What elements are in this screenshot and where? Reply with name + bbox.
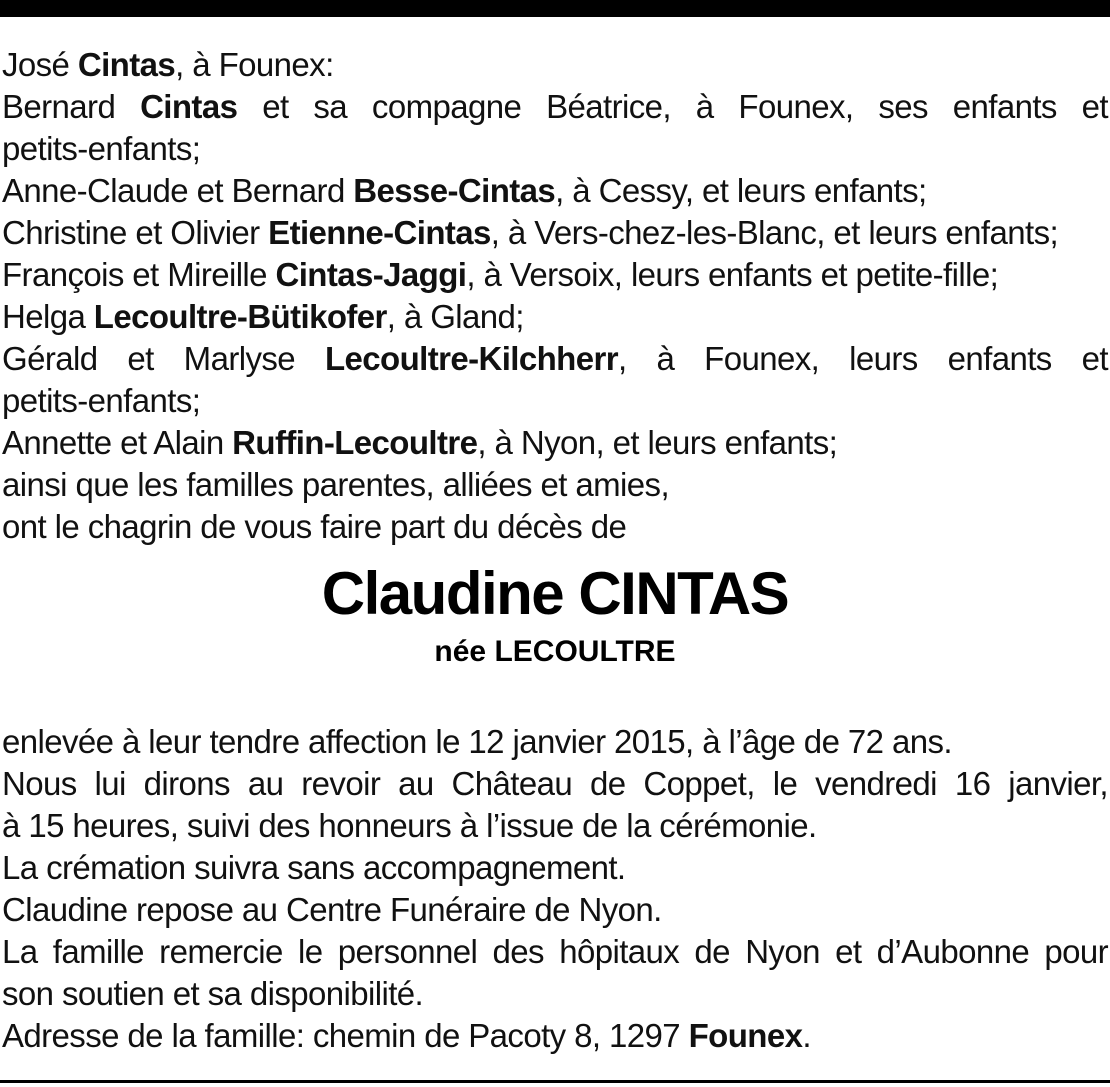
deceased-block: [0, 558, 1110, 670]
family-line-text: Christine et Olivier: [2, 214, 269, 251]
detail-line: La crémation suivra sans accompagnement.: [2, 849, 626, 886]
family-line: [2, 212, 1108, 254]
funeral-details: [2, 721, 1108, 1057]
address-text: Adresse de la famille: chemin de Pacoty 8, 1297: [2, 1017, 689, 1054]
family-line-text: Gérald et Marlyse: [2, 340, 325, 377]
family-address: [2, 1015, 1108, 1057]
family-line: [2, 296, 1108, 338]
family-line-text: ont le chagrin de vous faire part du décès de: [2, 508, 627, 545]
detail-line: son soutien et sa disponibilité.: [2, 975, 424, 1012]
family-surname: Cintas-Jaggi: [275, 256, 467, 293]
family-line: [2, 86, 1108, 128]
family-line-text: José: [2, 46, 78, 83]
family-line: [2, 464, 1108, 506]
detail-line: La famille remercie le personnel des hôpitaux de Nyon et d’Aubonne pour: [2, 933, 1108, 970]
family-surname: Besse-Cintas: [353, 172, 556, 209]
family-line: [2, 338, 1108, 380]
family-line-text: Helga: [2, 298, 94, 335]
bottom-rule: [0, 1080, 1110, 1083]
detail-line: enlevée à leur tendre affection le 12 janvier 2015, à l’âge de 72 ans.: [2, 723, 952, 760]
family-surname: Cintas: [77, 46, 176, 83]
family-line-text: , à Gland;: [386, 298, 524, 335]
family-line: [2, 380, 1108, 422]
family-surname: Cintas: [140, 88, 238, 125]
family-line: [2, 128, 1108, 170]
family-line: [2, 506, 1108, 548]
detail-line: à 15 heures, suivi des honneurs à l’issue de la cérémonie.: [2, 807, 817, 844]
family-line-text: , à Founex, leurs enfants et: [617, 340, 1108, 377]
family-surname: Lecoultre-Bütikofer: [93, 298, 387, 335]
family-line-text: petits-enfants;: [2, 382, 201, 419]
family-line-text: , à Vers-chez-les-Blanc, et leurs enfants;: [490, 214, 1059, 251]
family-line-text: , à Nyon, et leurs enfants;: [477, 424, 838, 461]
family-surname: Ruffin-Lecoultre: [232, 424, 478, 461]
family-line-text: Annette et Alain: [2, 424, 233, 461]
maiden-name: née LECOULTRE: [434, 635, 676, 668]
deceased-name: Claudine CINTAS: [321, 560, 789, 627]
family-line-text: , à Founex:: [175, 46, 334, 83]
detail-line: Claudine repose au Centre Funéraire de Nyon.: [2, 891, 662, 928]
family-line: [2, 254, 1108, 296]
family-line-text: Anne-Claude et Bernard: [2, 172, 354, 209]
address-text: .: [802, 1017, 811, 1054]
family-surname: Etienne-Cintas: [268, 214, 491, 251]
family-line-text: , à Versoix, leurs enfants et petite-fille;: [466, 256, 999, 293]
family-line: [2, 170, 1108, 212]
family-line-text: François et Mireille: [2, 256, 276, 293]
family-line-text: et sa compagne Béatrice, à Founex, ses enfants et: [237, 88, 1108, 125]
family-list: [2, 44, 1108, 548]
family-line-text: , à Cessy, et leurs enfants;: [555, 172, 927, 209]
family-line-text: petits-enfants;: [2, 130, 201, 167]
family-line-text: ainsi que les familles parentes, alliées et amies,: [2, 466, 670, 503]
family-line: [2, 422, 1108, 464]
family-surname: Lecoultre-Kilchherr: [324, 340, 618, 377]
detail-line: Nous lui dirons au revoir au Château de Coppet, le vendredi 16 janvier,: [2, 765, 1108, 802]
address-town: Founex: [688, 1017, 803, 1054]
family-line: [2, 44, 1108, 86]
top-rule: [0, 0, 1110, 17]
family-line-text: Bernard: [2, 88, 141, 125]
